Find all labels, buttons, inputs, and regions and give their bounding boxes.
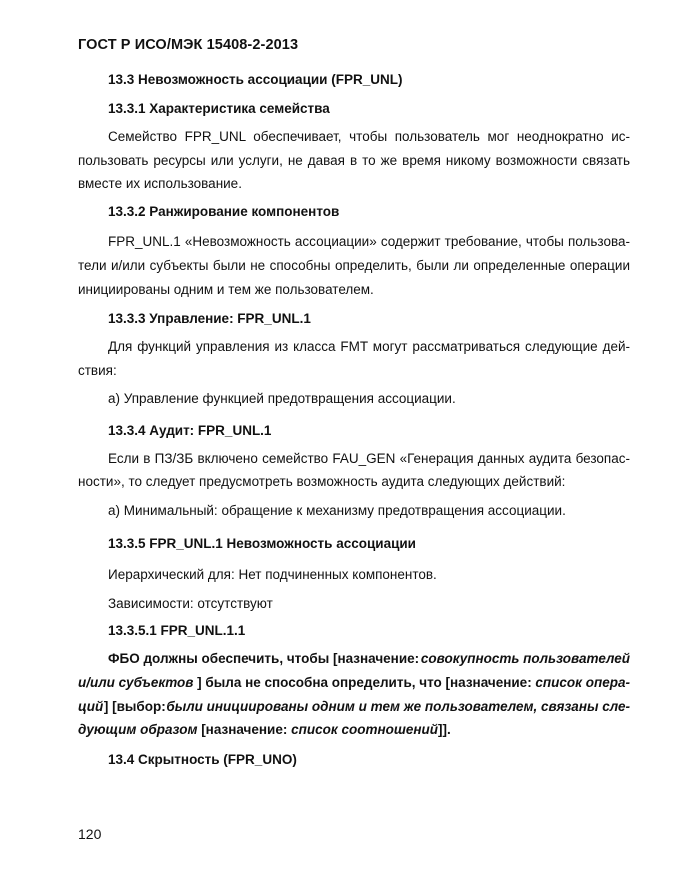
section-13-3-1-line2: пользовать ресурсы или услуги, не давая в то же время никому возможности связать bbox=[78, 153, 630, 168]
section-13-3-heading: 13.3 Невозможность ассоциации (FPR_UNL) bbox=[108, 72, 403, 87]
section-13-3-3-item-a: a) Управление функцией предотвращения ассоциации. bbox=[108, 391, 456, 406]
requirement-line3 bbox=[78, 699, 630, 714]
requirement-l2-assignment2: список опера- bbox=[535, 675, 630, 690]
requirement-l4-selection: дующим образом bbox=[78, 722, 198, 737]
section-13-3-5-heading: 13.3.5 FPR_UNL.1 Невозможность ассоциации bbox=[108, 536, 416, 551]
requirement-l3-selection: были инициированы одним и тем же пользователем, связаны сле- bbox=[166, 699, 630, 714]
section-13-3-2-heading: 13.3.2 Ранжирование компонентов bbox=[108, 204, 340, 219]
section-13-3-4-heading: 13.3.4 Аудит: FPR_UNL.1 bbox=[108, 423, 272, 438]
page-number: 120 bbox=[78, 826, 102, 842]
requirement-l2-text: ] была не способна определить, что [назначение: bbox=[197, 675, 532, 690]
document-header: ГОСТ Р ИСО/МЭК 15408-2-2013 bbox=[78, 37, 299, 53]
requirement-l4-text: [назначение: bbox=[197, 722, 292, 737]
section-13-3-5-dependencies: Зависимости: отсутствуют bbox=[108, 596, 273, 611]
requirement-l1-assignment: совокупность пользователей bbox=[420, 651, 630, 666]
section-13-3-3-line2: ствия: bbox=[78, 363, 117, 378]
section-13-3-4-item-a: a) Минимальный: обращение к механизму предотвращения ассоциации. bbox=[108, 503, 566, 518]
requirement-l3-assignment: ций bbox=[78, 699, 104, 714]
section-13-3-4-line1: Если в ПЗ/ЗБ включено семейство FAU_GEN «Генерация данных аудита безопас- bbox=[108, 451, 630, 466]
requirement-line1 bbox=[108, 651, 630, 666]
requirement-l2-assignment: и/или субъектов bbox=[78, 675, 194, 690]
requirement-line2 bbox=[78, 675, 630, 690]
section-13-3-3-heading: 13.3.3 Управление: FPR_UNL.1 bbox=[108, 311, 311, 326]
section-13-3-5-1-heading: 13.3.5.1 FPR_UNL.1.1 bbox=[108, 623, 246, 638]
section-13-3-2-line2: тели и/или субъекты были не способны определить, были ли определенные операции bbox=[78, 258, 630, 273]
requirement-line4 bbox=[78, 722, 451, 737]
section-13-3-2-line3: инициированы одним и тем же пользователем. bbox=[78, 282, 374, 297]
section-13-3-2-line1: FPR_UNL.1 «Невозможность ассоциации» содержит требование, чтобы пользова- bbox=[108, 234, 630, 249]
requirement-l4-close: ]]. bbox=[438, 722, 451, 737]
section-13-3-1-heading: 13.3.1 Характеристика семейства bbox=[108, 101, 330, 116]
requirement-l3-text: ] [выбор: bbox=[103, 699, 166, 714]
section-13-3-4-line2: ности», то следует предусмотреть возможность аудита следующих действий: bbox=[78, 474, 566, 489]
section-13-4-heading: 13.4 Скрытность (FPR_UNO) bbox=[108, 752, 297, 767]
requirement-l4-assignment: список соотношений bbox=[291, 722, 439, 737]
section-13-3-1-line3: вместе их использование. bbox=[78, 176, 242, 191]
section-13-3-5-hierarchical: Иерархический для: Нет подчиненных компонентов. bbox=[108, 567, 437, 582]
section-13-3-3-line1: Для функций управления из класса FMT могут рассматриваться следующие дей- bbox=[108, 339, 630, 354]
requirement-l1-text: ФБО должны обеспечить, чтобы [назначение: bbox=[108, 651, 420, 666]
section-13-3-1-line1: Семейство FPR_UNL обеспечивает, чтобы пользователь мог неоднократно ис- bbox=[108, 129, 630, 144]
